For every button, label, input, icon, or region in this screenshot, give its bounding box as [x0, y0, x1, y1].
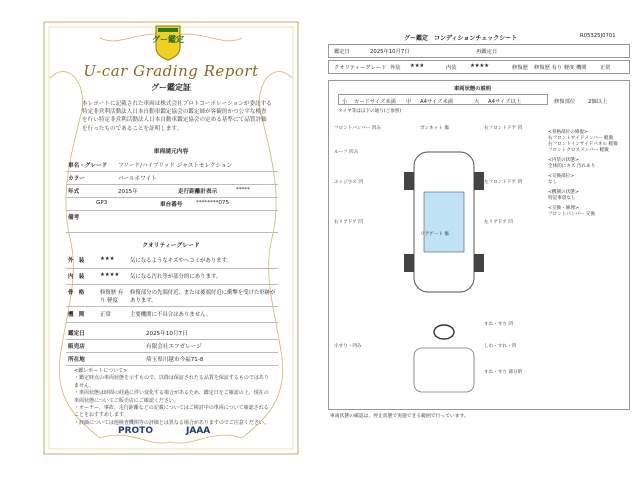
note-line: <骨格部位の修復> [548, 130, 588, 135]
badge-label: グー鑑定 [152, 35, 184, 44]
reinspection-label: 再鑑定日 [476, 49, 498, 55]
car-label: フロントバンパー 凹み [334, 126, 381, 131]
name-row [66, 158, 278, 172]
legend-medium: 中 [406, 99, 412, 105]
location-value: 埼玉県川越市今福71-8 [146, 357, 204, 363]
steering-wheel-icon [404, 318, 484, 398]
mileage-label: 走行距離計表示 [178, 189, 218, 195]
issue-date-label: 鑑定日 [68, 331, 85, 337]
quality-row-engine [66, 306, 278, 323]
goo-badge-icon [148, 22, 188, 62]
engine-value: 正常 [600, 65, 611, 71]
name-value: フリード/ハイブリッド ジャストセレクション [118, 163, 233, 169]
car-label: エッジ小ス 凹 [334, 180, 363, 185]
note-line: なし [548, 180, 558, 185]
color-row [66, 171, 278, 185]
grading-report-certificate [40, 18, 302, 458]
note-line: 特記事項なし [548, 196, 576, 201]
repair-count-value: 2個以上 [588, 99, 608, 105]
shop-row [66, 339, 278, 353]
engine-label: 機関 [576, 65, 587, 71]
legend-small: 小 [342, 99, 348, 105]
exterior-label: 外装 [390, 65, 401, 71]
quality-stars: ★★★★ [100, 272, 120, 278]
date-label: 鑑定日 [334, 49, 350, 55]
color-value: パールホワイト [118, 176, 157, 182]
mileage-value: ***** [236, 187, 250, 193]
year-value: 2015年 [118, 189, 138, 195]
jaaa-logo: JAAA [186, 426, 211, 436]
note-line: <交換・修理> [548, 206, 579, 211]
interior-stars: ★★★★ [470, 63, 489, 69]
car-label: 右リアドア 凹 [334, 220, 363, 225]
legend-large: 大 [474, 99, 480, 105]
note-line: <機関の状態> [548, 190, 579, 195]
note-line: 全体的にキズ 汚れあり [548, 164, 596, 169]
proto-logo: PROTO [118, 426, 153, 436]
sheet-code: R05325J0701 [580, 33, 616, 39]
name-label: 車名・グレード [68, 163, 108, 169]
condition-check-sheet [324, 0, 640, 480]
quality-label: 機 関 [68, 312, 85, 318]
sheet-title: グー鑑定 コンディションチェックシート [404, 35, 518, 42]
vin-label: 車台番号 [160, 202, 183, 208]
repair-label: 修復歴 [512, 65, 528, 71]
quality-label: 骨 格 [68, 290, 85, 296]
car-label: 小すり・凹み [334, 344, 362, 349]
car-label: すれ・すり 凹 [484, 322, 514, 327]
certificate-title: グー鑑定証 [151, 83, 191, 92]
location-label: 所在地 [68, 357, 85, 363]
model-value: GP3 [96, 200, 108, 206]
issue-date-value: 2025年10月7日 [146, 331, 188, 337]
car-label: すれ・すり 部分的 [484, 370, 523, 375]
repair-value: 修復歴 有り 軽度 [534, 65, 575, 71]
remarks-label: 備考 [68, 215, 80, 221]
issue-date-row [66, 326, 278, 340]
quality-stars: ★★★ [100, 256, 115, 262]
year-row [66, 184, 278, 198]
year-label: 年式 [68, 189, 80, 195]
car-label: しわ・すれ・凹 [484, 344, 517, 349]
quality-row-frame [66, 284, 278, 307]
quality-label: 内 装 [68, 274, 85, 280]
interior-label: 内装 [446, 65, 457, 71]
legend-medium-desc: A4サイズ未満 [420, 99, 454, 105]
vehicle-section-title: 車両請元内容 [153, 149, 189, 155]
quality-row-interior [66, 268, 278, 285]
note-line: <交換部位> [548, 174, 575, 179]
car-label: 左リアドア 凹 [484, 220, 513, 225]
repair-count-label: 修復部位 [554, 99, 576, 105]
vin-value: ********075 [196, 200, 230, 206]
color-label: カラー [68, 176, 85, 182]
note-line: 右フロントサイドメンバー 軽微 [548, 136, 614, 141]
date-value: 2025年10月7日 [370, 49, 410, 55]
location-row [66, 352, 278, 366]
quality-grade: 修復歴 有り 軽度 [100, 290, 124, 304]
note-line: <内装の状態> [548, 158, 579, 163]
quality-text: 気になる汚れ等が部分的にあります。 [130, 274, 222, 280]
certificate-description: 本レポートに記載された車両は株式会社プロトコーポレーションが委託する特定非営利活動法人日本自動車鑑定協会の鑑定師が客観的かつ公平な検査を行い特定非営利活動法人日本自動車鑑定協会の定める基準にて品質評価を行ったものであることを証明します。 [82, 101, 272, 132]
footer-note: 車両状態の確認は、停止状態で実施できる範囲で行っています。 [330, 414, 469, 419]
model-row [66, 197, 278, 211]
quality-grade: 正常 [100, 312, 111, 318]
quality-grade-label: クオリティーグレード [334, 65, 387, 71]
notes-column [548, 130, 626, 218]
legend-large-desc: A4サイズ以上 [488, 99, 522, 105]
quality-text: 気になるようなキズやヘコミがあります。 [130, 258, 232, 264]
car-label: ボンネット 傷 [420, 126, 449, 131]
car-label: ルーフ 凹み [334, 150, 359, 155]
quality-section-title: クオリティーグレード [142, 243, 200, 249]
brand-title: U-car Grading Report [83, 62, 259, 80]
quality-label: 外 装 [68, 258, 85, 264]
notes-block [74, 368, 270, 427]
notes-text: ・鑑定時点の車両状態を示すもので、以降は保証されたる品質を保証するものではありません。 ・車両状態は時間の経過に伴い変化する場合があるため、鑑定日をご確認の上、現在の車両状態についてご販売店にご確認ください。 ・オーナー、事故、走行距離などの記載についてはご検討中の車両について確認されることをおすすめします。 ・評価については他検査機関等の評価とは異なる場合がありますのでご注意ください。 [74, 375, 269, 426]
car-label: 右フロントドア 凹 [484, 126, 523, 131]
quality-row-exterior [66, 252, 278, 269]
note-line: フロントクロスメンバー 軽微 [548, 148, 609, 153]
legend-note: タイヤ等は以下の通り(ご参照) [338, 109, 402, 114]
legend-small-desc: カードサイズ未満 [354, 99, 396, 105]
car-label: 左フロントドア 凹 [484, 180, 523, 185]
note-line: フロントバンパー 交換 [548, 212, 595, 217]
condition-section-title: 車両状態の説明 [454, 86, 492, 92]
note-line: 右フロントインサイドパネル 軽微 [548, 142, 618, 147]
shop-value: 有限会社エフガレージ [146, 344, 202, 350]
car-label: リアゲート 傷 [420, 232, 449, 237]
remarks-row [66, 210, 278, 233]
quality-text: 主要機関に不具合はありません。 [130, 312, 212, 318]
quality-text: 修復部分の先端付近、または後端付近に衝撃を受けた形跡があります。 [130, 290, 276, 304]
notes-title: <鑑レポートについて> [74, 368, 128, 374]
exterior-stars: ★★★ [410, 63, 425, 69]
shop-label: 販売店 [68, 344, 85, 350]
